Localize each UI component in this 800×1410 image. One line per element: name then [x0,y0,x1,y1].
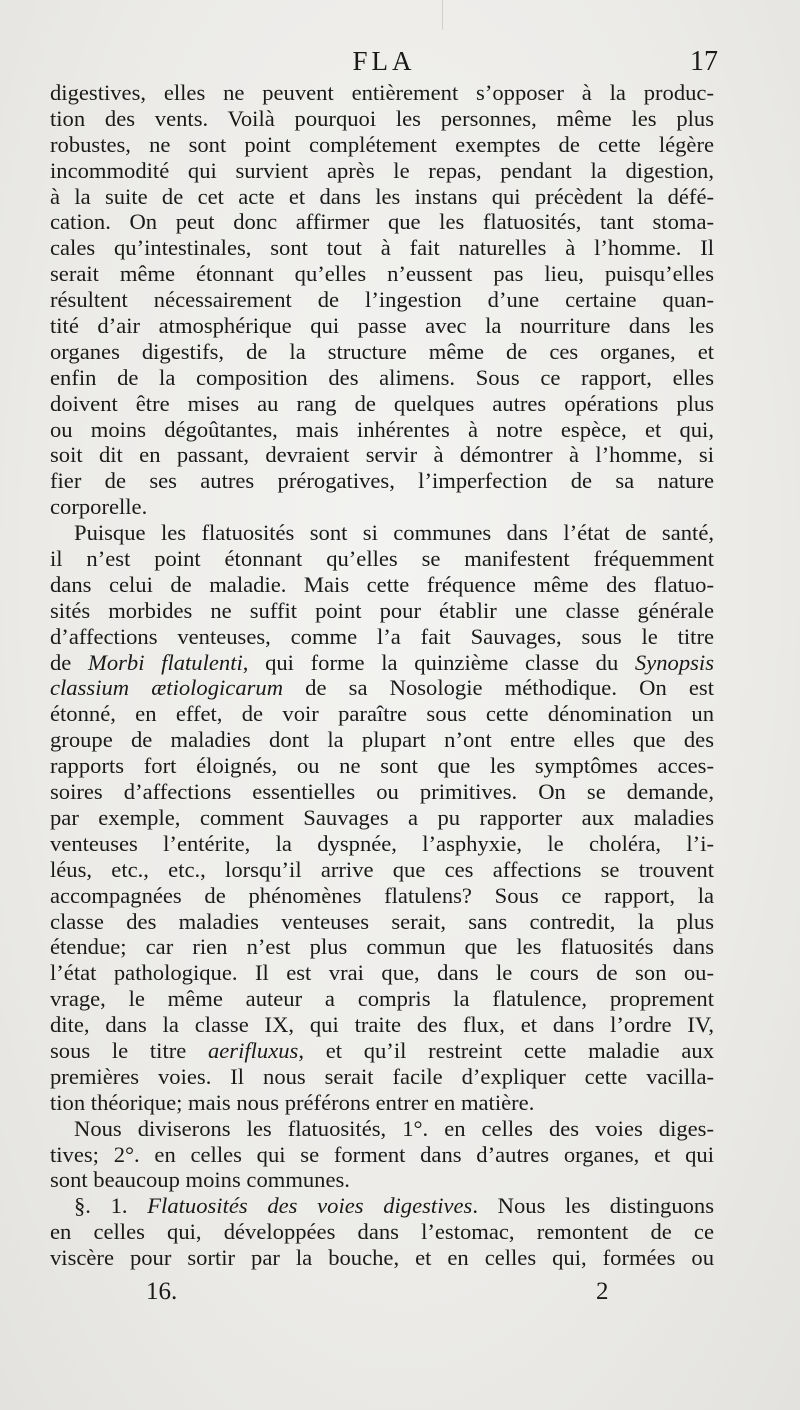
text-run: de sa Nosologie méthodique. On est [283,675,714,701]
text-run: de [50,649,89,675]
text-line: d’affections venteuses, comme l’a fait Sauvages, sous le titre [50,623,714,649]
text-line-mixed [50,675,714,701]
paragraph-2 [50,520,714,1115]
text-line: incommodité qui survient après le repas, pendant la digestion, [50,157,714,183]
text-run: . Nous les distinguons [472,1193,715,1219]
body-text [50,80,714,1271]
text-line: tion théorique; mais nous préférons entrer en matière. [50,1089,535,1115]
italic-term: Synopsis [634,649,714,675]
text-line-mixed [50,1038,714,1064]
paragraph-1 [50,80,714,520]
page-header [50,46,718,82]
text-line: corporelle. [50,494,148,520]
page-number: 17 [690,46,718,77]
italic-term: classium ætiologicarum [50,675,284,701]
text-line: ou moins dégoûtantes, mais inhérentes à notre espèce, et qui, [50,416,714,442]
page-footer [50,1278,714,1308]
text-run: , et qu’il restreint cette maladie aux [298,1037,714,1063]
text-line: résultent nécessairement de l’ingestion d’une certaine quan- [50,287,714,313]
text-line: digestives, elles ne peuvent entièrement s’opposer à la produc- [50,80,714,105]
signature-mark: 2 [596,1278,609,1305]
text-line: sont beaucoup moins communes. [50,1167,350,1193]
section-title: Flatuosités des voies digestives [147,1193,473,1219]
text-line: cales qu’intestinales, sont tout à fait naturelles à l’homme. Il [50,235,714,261]
text-line: étendue; car rien n’est plus commun que les flatuosités dans [50,934,714,960]
text-line: premières voies. Il nous serait facile d’expliquer cette vacilla- [50,1063,714,1089]
text-line-mixed [50,650,714,676]
text-run: sous le titre [50,1037,208,1063]
text-line: dite, dans la classe IX, qui traite des flux, et dans l’ordre IV, [50,1012,714,1038]
text-run: , qui forme la quinzième classe du [242,649,635,675]
text-line: vrage, le même auteur a compris la flatulence, proprement [50,986,714,1012]
text-line: enfin de la composition des alimens. Sous ce rapport, elles [50,364,714,390]
signature-number: 16. [146,1278,178,1305]
text-line: groupe de maladies dont la plupart n’ont entre elles que des [50,727,714,753]
paragraph-4 [50,1193,714,1271]
text-line: doivent être mises au rang de quelques autres opérations plus [50,390,714,416]
running-head: FLA [352,46,416,76]
gutter-shadow [442,0,443,30]
text-line: rapports fort éloignés, ou ne sont que les symptômes acces- [50,753,714,779]
text-line: venteuses l’entérite, la dyspnée, l’asphyxie, le choléra, l’i- [50,830,714,856]
text-line: soires d’affections essentielles ou primitives. On se demande, [50,779,714,805]
text-line: léus, etc., etc., lorsqu’il arrive que ces affections se trouvent [50,856,714,882]
text-line: viscère pour sortir par la bouche, et en celles qui, formées ou [50,1245,714,1271]
italic-term: Morbi flatulenti [88,649,243,675]
italic-term: aerifluxus [207,1037,299,1063]
text-line: tion des vents. Voilà pourquoi les personnes, même les plus [50,105,714,131]
text-line: accompagnées de phénomènes flatulens? Sous ce rapport, la [50,882,714,908]
text-line: Puisque les flatuosités sont si communes dans l’état de santé, [74,520,714,546]
section-heading-line [50,1193,714,1219]
text-line: en celles qui, développées dans l’estomac, remontent de ce [50,1219,714,1245]
text-line: organes digestifs, de la structure même de ces organes, et [50,338,714,364]
text-line: classe des maladies venteuses serait, sans contredit, la plus [50,908,714,934]
text-line: par exemple, comment Sauvages a pu rapporter aux maladies [50,804,714,830]
text-line: tité d’air atmosphérique qui passe avec la nourriture dans les [50,313,714,339]
text-line: cation. On peut donc affirmer que les flatuosités, tant stoma- [50,209,714,235]
text-line: tives; 2°. en celles qui se forment dans d’autres organes, et qui [50,1141,714,1167]
text-line: l’état pathologique. Il est vrai que, dans le cours de son ou- [50,960,714,986]
section-number: §. 1. [74,1193,148,1219]
text-line: fier de ses autres prérogatives, l’imperfection de sa nature [50,468,714,494]
text-line: robustes, ne sont point complétement exemptes de cette légère [50,131,714,157]
text-line: à la suite de cet acte et dans les instans qui précèdent la défé- [50,183,714,209]
text-line: sités morbides ne suffit point pour établir une classe générale [50,597,714,623]
text-line: dans celui de maladie. Mais cette fréquence même des flatuo- [50,571,714,597]
text-line: Nous diviserons les flatuosités, 1°. en celles des voies diges- [74,1115,714,1141]
text-line: serait même étonnant qu’elles n’eussent pas lieu, puisqu’elles [50,261,714,287]
text-line: étonné, en effet, de voir paraître sous cette dénomination un [50,701,714,727]
text-line: soit dit en passant, devraient servir à démontrer à l’homme, si [50,442,714,468]
text-line: il n’est point étonnant qu’elles se manifestent fréquemment [50,546,714,572]
paragraph-3 [50,1116,714,1194]
